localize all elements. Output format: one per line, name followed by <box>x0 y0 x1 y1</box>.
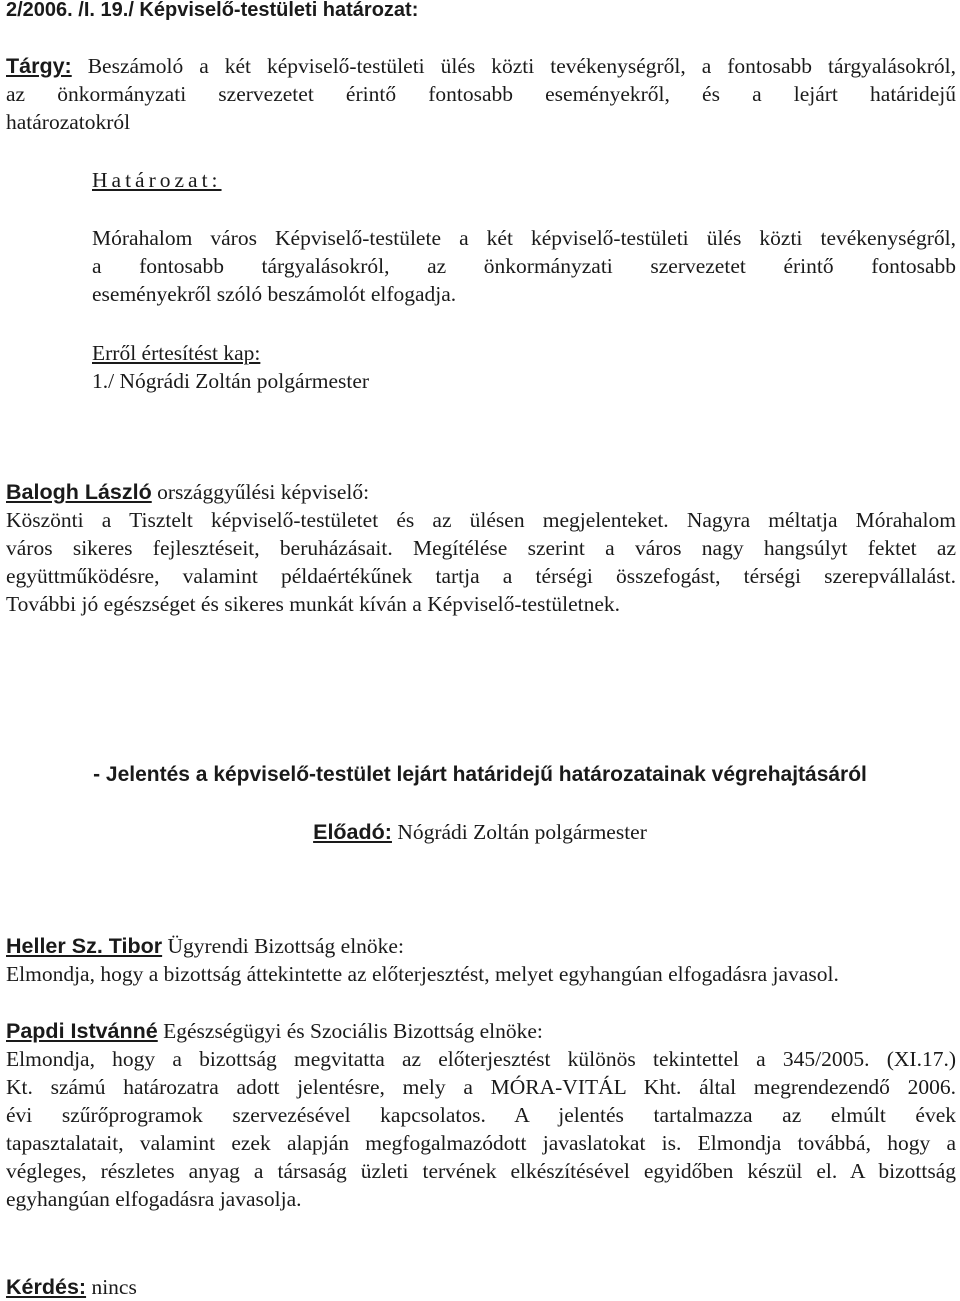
speech-line: Köszönti a Tisztelt képviselő-testületet és az ülésen megjelenteket. Nagyra méltatja Mórahalom <box>6 508 956 532</box>
subject-label: Tárgy: <box>6 54 72 78</box>
speaker-role: országgyűlési képviselő: <box>151 480 370 504</box>
resolution-line-1: Mórahalom város Képviselő-testülete a két képviselő-testületi ülés közti tevékenységről, <box>92 226 956 250</box>
questions-value: nincs <box>86 1275 137 1299</box>
subject-line-1 <box>6 52 956 80</box>
speech-line: együttműködésre, valamint példaértékűnek tartja a térségi összefogást, térségi szerepvállalást. <box>6 564 956 588</box>
speaker-line <box>6 1017 956 1045</box>
speaker-line <box>6 478 956 506</box>
notify-item: 1./ Nógrádi Zoltán polgármester <box>92 369 370 393</box>
presenter-name: Nógrádi Zoltán polgármester <box>391 820 647 844</box>
speech-line: város sikeres fejlesztéseit, beruházásait. Megítélése szerint a város nagy hangsúlyt fektet az <box>6 536 956 560</box>
speaker-role: Egészségügyi és Szociális Bizottság elnöke: <box>157 1019 543 1043</box>
questions-label: Kérdés: <box>6 1275 87 1299</box>
speech-heller <box>6 932 956 988</box>
speech-line: Kt. számú határozatra adott jelentésre, mely a MÓRA-VITÁL Kht. által megrendezendő 2006. <box>6 1075 956 1099</box>
speech-line: végleges, részletes anyag a társaság üzleti tervének elkészítésével egyidőben készül el. A bizottság <box>6 1159 956 1183</box>
speech-line: évi szűrőprogramok szervezésével kapcsolatos. A jelentés tartalmazza az elmúlt évek <box>6 1103 956 1127</box>
subject-text-1: Beszámoló a két képviselő-testületi ülés közti tevékenységről, a fontosabb tárgyalásokról, <box>87 54 957 78</box>
resolution-line-2: a fontosabb tárgyalásokról, az önkormányzati szervezetet érintő fontosabb <box>92 254 956 278</box>
resolution-line-3: eseményekről szóló beszámolót elfogadja. <box>92 282 457 306</box>
resolution-title: Határozat: <box>92 168 222 192</box>
speech-balogh <box>6 478 956 618</box>
presenter-label: Előadó: <box>313 820 392 844</box>
speech-line: Elmondja, hogy a bizottság megvitatta az előterjesztést különös tekintettel a 345/2005. (XI.17.) <box>6 1047 956 1071</box>
report-title: - Jelentés a képviselő-testület lejárt határidejű határozatainak végrehajtásáról <box>93 763 867 786</box>
speaker-name: Balogh László <box>6 480 152 504</box>
speech-papdi <box>6 1017 956 1213</box>
speaker-name: Heller Sz. Tibor <box>6 934 163 958</box>
subject-line-2: az önkormányzati szervezetet érintő fontosabb eseményekről, és a lejárt határidejű <box>6 82 956 106</box>
subject-line-3: határozatokról <box>6 110 131 134</box>
subject-paragraph <box>6 52 956 136</box>
resolution-heading: 2/2006. /I. 19./ Képviselő-testületi határozat: <box>6 0 419 21</box>
speaker-name: Papdi Istvánné <box>6 1019 158 1043</box>
speaker-role: Ügyrendi Bizottság elnöke: <box>162 934 404 958</box>
speech-line: tapasztalatait, valamint ezek alapján megfogalmazódott javaslatokat is. Elmondja továbbá, hogy a <box>6 1131 956 1155</box>
speech-line: Elmondja, hogy a bizottság áttekintette az előterjesztést, melyet egyhangúan elfogadásra javasol. <box>6 962 839 986</box>
speaker-line <box>6 932 956 960</box>
resolution-text <box>92 224 956 308</box>
speech-line: További jó egészséget és sikeres munkát kíván a Képviselő-testületnek. <box>6 592 621 616</box>
presenter-line <box>0 818 960 846</box>
speech-line: egyhangúan elfogadásra javasolja. <box>6 1187 302 1211</box>
notify-label: Erről értesítést kap: <box>92 341 261 365</box>
questions-line <box>6 1273 956 1301</box>
